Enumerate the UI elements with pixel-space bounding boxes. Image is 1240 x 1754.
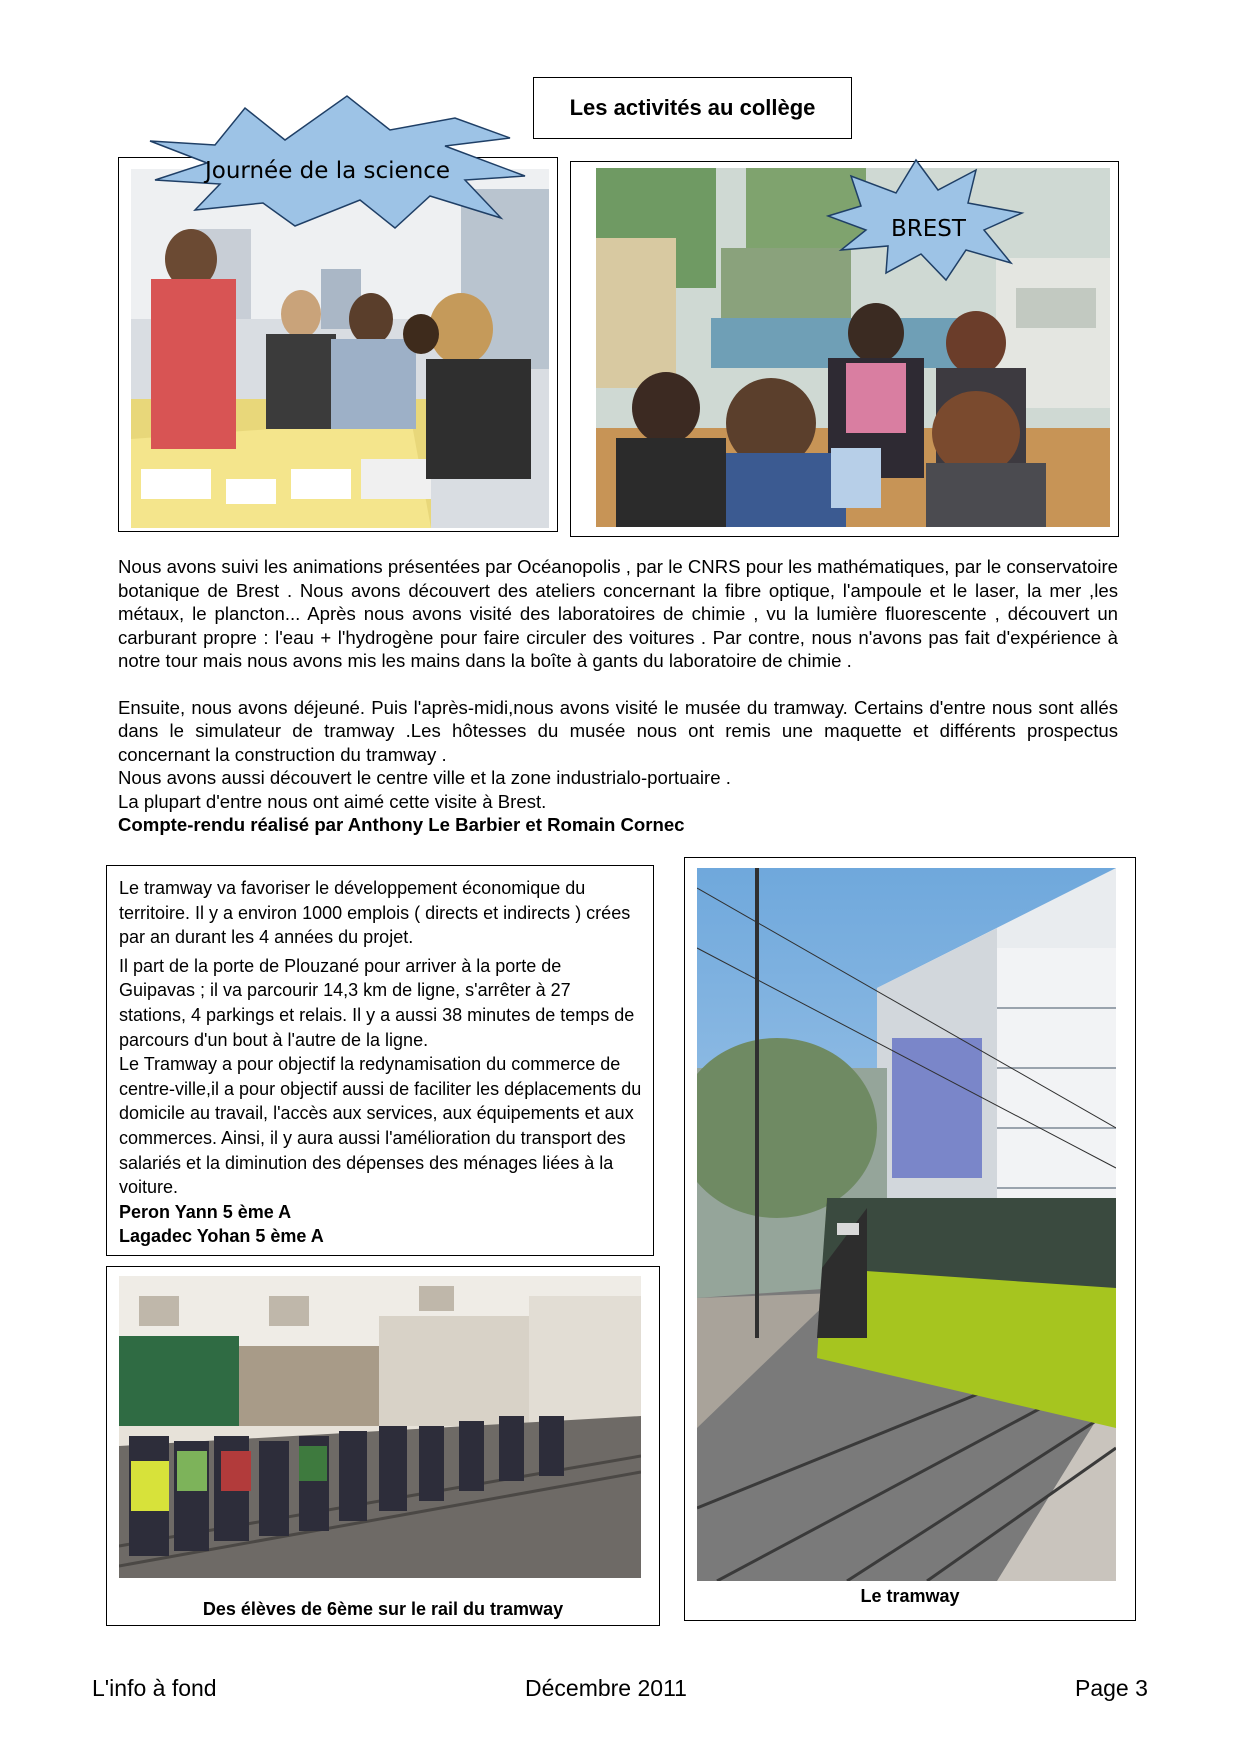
- tram-author-2: Lagadec Yohan 5 ème A: [119, 1226, 324, 1247]
- rail-caption: Des élèves de 6ème sur le rail du tramway: [202, 1599, 564, 1619]
- article-paragraph-2: Ensuite, nous avons déjeuné. Puis l'après-midi,nous avons visité le musée du tramway. Certains d'entre nous sont allés dans le simulateur de tramway .Les hôtesses du musée nous ont remis une maquette et différents prospectus concernant la construction du tramway .: [118, 696, 1118, 765]
- article-line-4: La plupart d'entre nous ont aimé cette visite à Brest.: [118, 790, 547, 812]
- students-rail-photo: [119, 1276, 641, 1578]
- article-text: [118, 555, 1118, 837]
- article-paragraph-1: Nous avons suivi les animations présentées par Océanopolis , par le CNRS pour les mathématiques, par le conservatoire botanique de Brest . Nous avons découvert des ateliers concernant la fibre optique, l'ampoule et le laser, la mer ,les métaux, le plancton... Après nous avons visité des laboratoires de chimie , vu la lumière fluorescente , découvert un carburant propre : l'eau + l'hydrogène pour faire circuler des voitures . Par contre, nous n'avons pas fait d'expérience à notre tour mais nous avons mis les mains dans la boîte à gants du laboratoire de chimie .: [118, 556, 1118, 671]
- page-title: Les activités au collège: [533, 77, 852, 139]
- tram-paragraph-1: Le tramway va favoriser le développement économique du territoire. Il y a environ 1000 emplois ( directs et indirects ) crées par an durant les 4 années du projet.: [119, 878, 631, 948]
- article-credit: Compte-rendu réalisé par Anthony Le Barbier et Romain Cornec: [118, 814, 685, 835]
- footer-right: Page 3: [1075, 1675, 1148, 1701]
- tram-info-text: [119, 876, 654, 1249]
- tram-caption: Le tramway: [860, 1586, 960, 1606]
- article-line-3: Nous avons aussi découvert le centre ville et la zone industrialo-portuaire .: [118, 767, 731, 788]
- science-burst-label: Journée de la science: [205, 158, 451, 184]
- tramway-photo: [697, 868, 1116, 1581]
- footer-left: L'info à fond: [92, 1675, 217, 1701]
- brest-burst-label: BREST: [891, 216, 966, 242]
- tram-paragraph-3: Le Tramway a pour objectif la redynamisation du commerce de centre-ville,il a pour objectif aussi de faciliter les déplacements du domicile au travail, l'accès aux services, aux équipements et aux commerces. Ainsi, il y aura aussi l'amélioration du transport des salariés et la diminution des dépenses des ménages liées à la voiture.: [119, 1054, 642, 1198]
- tram-author-1: Peron Yann 5 ème A: [119, 1201, 292, 1222]
- footer-center: Décembre 2011: [525, 1675, 687, 1701]
- tram-paragraph-2: Il part de la porte de Plouzané pour arriver à la porte de Guipavas ; il va parcourir 14,3 km de ligne, s'arrêter à 27 stations, 4 parkings et relais. Il y a aussi 38 minutes de temps de parcours d'un bout à l'autre de la ligne.: [119, 955, 635, 1050]
